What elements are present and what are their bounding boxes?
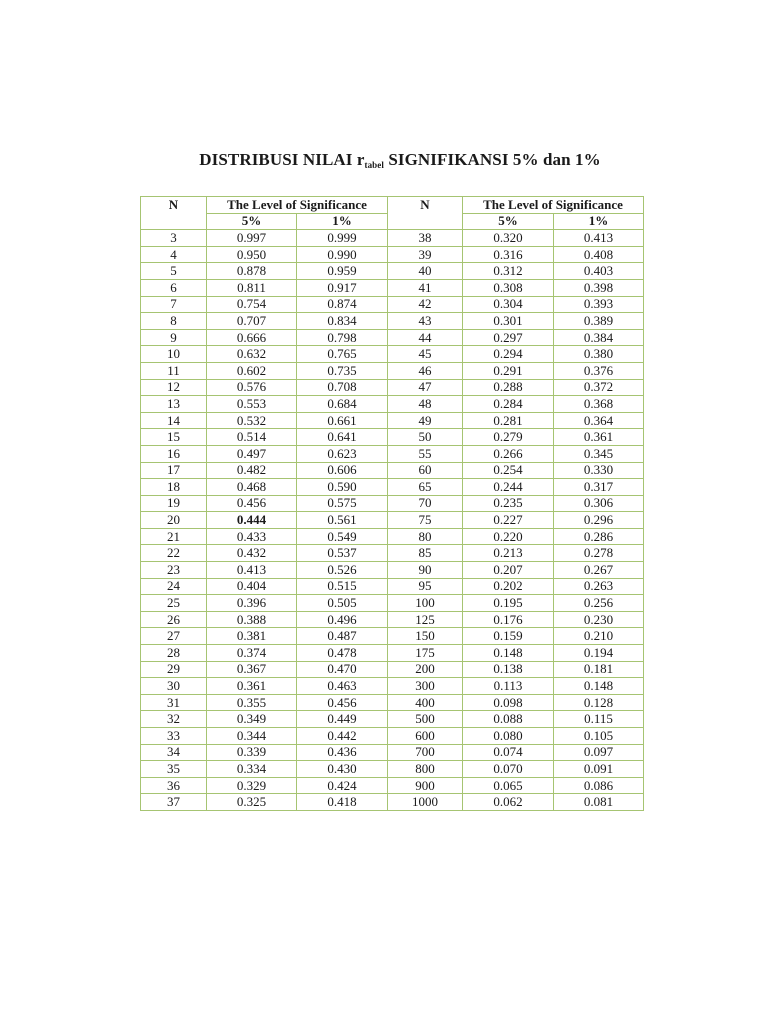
table-header <box>141 197 644 230</box>
table-row <box>141 794 644 811</box>
cell-1pct-left: 0.623 <box>297 445 388 462</box>
header-n-right: N <box>388 197 463 230</box>
cell-1pct-left: 0.765 <box>297 346 388 363</box>
cell-1pct-right: 0.372 <box>554 379 644 396</box>
cell-5pct-right: 0.235 <box>463 495 554 512</box>
cell-1pct-right: 0.230 <box>554 611 644 628</box>
table-row <box>141 462 644 479</box>
header-level-left: The Level of Significance <box>207 197 388 214</box>
cell-1pct-right: 0.091 <box>554 761 644 778</box>
cell-n-left: 6 <box>141 279 207 296</box>
cell-1pct-right: 0.330 <box>554 462 644 479</box>
cell-n-right: 49 <box>388 412 463 429</box>
table-row <box>141 495 644 512</box>
cell-5pct-right: 0.320 <box>463 230 554 247</box>
cell-n-left: 17 <box>141 462 207 479</box>
table-row <box>141 611 644 628</box>
cell-5pct-right: 0.207 <box>463 562 554 579</box>
cell-5pct-left: 0.532 <box>207 412 297 429</box>
cell-1pct-right: 0.148 <box>554 678 644 695</box>
table-row <box>141 744 644 761</box>
cell-5pct-left: 0.576 <box>207 379 297 396</box>
cell-n-left: 25 <box>141 595 207 612</box>
cell-5pct-right: 0.312 <box>463 263 554 280</box>
cell-5pct-left: 0.456 <box>207 495 297 512</box>
cell-5pct-right: 0.281 <box>463 412 554 429</box>
cell-1pct-left: 0.496 <box>297 611 388 628</box>
cell-n-right: 75 <box>388 512 463 529</box>
cell-n-left: 34 <box>141 744 207 761</box>
cell-1pct-right: 0.181 <box>554 661 644 678</box>
cell-1pct-right: 0.128 <box>554 694 644 711</box>
cell-1pct-right: 0.380 <box>554 346 644 363</box>
cell-n-right: 200 <box>388 661 463 678</box>
cell-n-left: 11 <box>141 362 207 379</box>
cell-1pct-right: 0.194 <box>554 645 644 662</box>
cell-1pct-left: 0.470 <box>297 661 388 678</box>
cell-1pct-left: 0.684 <box>297 396 388 413</box>
cell-5pct-left: 0.325 <box>207 794 297 811</box>
cell-1pct-right: 0.306 <box>554 495 644 512</box>
table-row <box>141 329 644 346</box>
cell-n-right: 70 <box>388 495 463 512</box>
cell-n-right: 39 <box>388 246 463 263</box>
cell-1pct-right: 0.097 <box>554 744 644 761</box>
cell-n-left: 30 <box>141 678 207 695</box>
table-row <box>141 645 644 662</box>
cell-1pct-left: 0.959 <box>297 263 388 280</box>
cell-5pct-left: 0.381 <box>207 628 297 645</box>
cell-n-left: 9 <box>141 329 207 346</box>
cell-5pct-right: 0.080 <box>463 728 554 745</box>
cell-5pct-right: 0.070 <box>463 761 554 778</box>
table-row <box>141 711 644 728</box>
cell-5pct-right: 0.074 <box>463 744 554 761</box>
table-row <box>141 694 644 711</box>
cell-n-left: 31 <box>141 694 207 711</box>
cell-5pct-left: 0.367 <box>207 661 297 678</box>
cell-5pct-right: 0.088 <box>463 711 554 728</box>
cell-5pct-right: 0.098 <box>463 694 554 711</box>
cell-n-right: 1000 <box>388 794 463 811</box>
r-table <box>140 196 644 811</box>
cell-1pct-right: 0.278 <box>554 545 644 562</box>
cell-1pct-right: 0.368 <box>554 396 644 413</box>
table-row <box>141 595 644 612</box>
cell-n-left: 22 <box>141 545 207 562</box>
cell-1pct-left: 0.590 <box>297 479 388 496</box>
table-row <box>141 346 644 363</box>
cell-5pct-left: 0.707 <box>207 313 297 330</box>
cell-5pct-right: 0.316 <box>463 246 554 263</box>
cell-1pct-right: 0.256 <box>554 595 644 612</box>
cell-n-right: 60 <box>388 462 463 479</box>
table-row <box>141 512 644 529</box>
cell-1pct-right: 0.398 <box>554 279 644 296</box>
cell-5pct-left: 0.413 <box>207 562 297 579</box>
cell-1pct-right: 0.086 <box>554 777 644 794</box>
cell-n-right: 45 <box>388 346 463 363</box>
cell-5pct-right: 0.220 <box>463 528 554 545</box>
cell-n-left: 36 <box>141 777 207 794</box>
cell-5pct-left: 0.666 <box>207 329 297 346</box>
cell-1pct-right: 0.413 <box>554 230 644 247</box>
cell-1pct-right: 0.408 <box>554 246 644 263</box>
table-row <box>141 445 644 462</box>
cell-5pct-left: 0.374 <box>207 645 297 662</box>
cell-n-right: 55 <box>388 445 463 462</box>
table-row <box>141 678 644 695</box>
cell-5pct-right: 0.288 <box>463 379 554 396</box>
cell-n-left: 37 <box>141 794 207 811</box>
cell-n-right: 48 <box>388 396 463 413</box>
cell-5pct-left: 0.482 <box>207 462 297 479</box>
cell-5pct-left: 0.355 <box>207 694 297 711</box>
cell-5pct-right: 0.254 <box>463 462 554 479</box>
cell-5pct-right: 0.279 <box>463 429 554 446</box>
cell-5pct-right: 0.301 <box>463 313 554 330</box>
cell-n-right: 40 <box>388 263 463 280</box>
cell-5pct-left: 0.514 <box>207 429 297 446</box>
cell-n-left: 13 <box>141 396 207 413</box>
cell-n-right: 100 <box>388 595 463 612</box>
cell-1pct-right: 0.364 <box>554 412 644 429</box>
cell-n-right: 175 <box>388 645 463 662</box>
cell-5pct-right: 0.291 <box>463 362 554 379</box>
cell-n-left: 5 <box>141 263 207 280</box>
table-row <box>141 230 644 247</box>
cell-1pct-left: 0.641 <box>297 429 388 446</box>
cell-1pct-right: 0.345 <box>554 445 644 462</box>
cell-1pct-left: 0.478 <box>297 645 388 662</box>
cell-n-right: 85 <box>388 545 463 562</box>
cell-n-left: 24 <box>141 578 207 595</box>
cell-5pct-right: 0.244 <box>463 479 554 496</box>
cell-5pct-right: 0.065 <box>463 777 554 794</box>
table-row <box>141 528 644 545</box>
cell-5pct-left: 0.632 <box>207 346 297 363</box>
header-level-right: The Level of Significance <box>463 197 644 214</box>
table-row <box>141 661 644 678</box>
cell-5pct-left: 0.497 <box>207 445 297 462</box>
cell-5pct-right: 0.138 <box>463 661 554 678</box>
cell-n-right: 65 <box>388 479 463 496</box>
cell-1pct-right: 0.317 <box>554 479 644 496</box>
cell-1pct-left: 0.505 <box>297 595 388 612</box>
cell-n-right: 43 <box>388 313 463 330</box>
cell-5pct-right: 0.113 <box>463 678 554 695</box>
table-row <box>141 412 644 429</box>
cell-5pct-left: 0.468 <box>207 479 297 496</box>
cell-n-right: 42 <box>388 296 463 313</box>
header-1pct-right: 1% <box>554 213 644 230</box>
cell-5pct-right: 0.159 <box>463 628 554 645</box>
cell-n-right: 300 <box>388 678 463 695</box>
cell-n-right: 900 <box>388 777 463 794</box>
cell-n-left: 26 <box>141 611 207 628</box>
page-title <box>0 150 768 170</box>
cell-1pct-right: 0.403 <box>554 263 644 280</box>
cell-1pct-left: 0.537 <box>297 545 388 562</box>
cell-1pct-left: 0.735 <box>297 362 388 379</box>
table-row <box>141 777 644 794</box>
cell-1pct-right: 0.384 <box>554 329 644 346</box>
cell-n-left: 32 <box>141 711 207 728</box>
cell-1pct-right: 0.267 <box>554 562 644 579</box>
cell-1pct-left: 0.575 <box>297 495 388 512</box>
header-5pct-right: 5% <box>463 213 554 230</box>
cell-n-left: 27 <box>141 628 207 645</box>
cell-n-right: 41 <box>388 279 463 296</box>
cell-n-left: 29 <box>141 661 207 678</box>
cell-n-left: 18 <box>141 479 207 496</box>
cell-1pct-right: 0.081 <box>554 794 644 811</box>
cell-1pct-right: 0.105 <box>554 728 644 745</box>
table-row <box>141 396 644 413</box>
cell-5pct-right: 0.294 <box>463 346 554 363</box>
cell-1pct-left: 0.798 <box>297 329 388 346</box>
cell-1pct-right: 0.361 <box>554 429 644 446</box>
cell-n-right: 90 <box>388 562 463 579</box>
cell-n-left: 14 <box>141 412 207 429</box>
cell-1pct-left: 0.917 <box>297 279 388 296</box>
cell-5pct-right: 0.148 <box>463 645 554 662</box>
cell-5pct-left: 0.361 <box>207 678 297 695</box>
cell-5pct-left: 0.553 <box>207 396 297 413</box>
cell-1pct-left: 0.990 <box>297 246 388 263</box>
cell-1pct-left: 0.430 <box>297 761 388 778</box>
cell-1pct-right: 0.389 <box>554 313 644 330</box>
cell-5pct-left: 0.396 <box>207 595 297 612</box>
cell-5pct-left: 0.444 <box>207 512 297 529</box>
cell-5pct-left: 0.388 <box>207 611 297 628</box>
cell-5pct-left: 0.754 <box>207 296 297 313</box>
cell-5pct-right: 0.176 <box>463 611 554 628</box>
cell-1pct-left: 0.549 <box>297 528 388 545</box>
header-1pct-left: 1% <box>297 213 388 230</box>
cell-5pct-left: 0.433 <box>207 528 297 545</box>
header-5pct-left: 5% <box>207 213 297 230</box>
cell-5pct-left: 0.878 <box>207 263 297 280</box>
cell-n-left: 10 <box>141 346 207 363</box>
cell-n-right: 44 <box>388 329 463 346</box>
cell-1pct-left: 0.436 <box>297 744 388 761</box>
cell-1pct-right: 0.296 <box>554 512 644 529</box>
cell-n-left: 23 <box>141 562 207 579</box>
cell-5pct-left: 0.344 <box>207 728 297 745</box>
cell-n-right: 700 <box>388 744 463 761</box>
header-n-left: N <box>141 197 207 230</box>
cell-1pct-left: 0.661 <box>297 412 388 429</box>
header-row-1 <box>141 197 644 214</box>
cell-n-left: 3 <box>141 230 207 247</box>
cell-1pct-right: 0.263 <box>554 578 644 595</box>
title-main: DISTRIBUSI NILAI r <box>199 150 365 169</box>
cell-5pct-right: 0.213 <box>463 545 554 562</box>
cell-n-right: 38 <box>388 230 463 247</box>
cell-n-left: 16 <box>141 445 207 462</box>
table-row <box>141 313 644 330</box>
table-row <box>141 479 644 496</box>
table-row <box>141 578 644 595</box>
cell-5pct-right: 0.304 <box>463 296 554 313</box>
cell-n-left: 12 <box>141 379 207 396</box>
cell-5pct-left: 0.432 <box>207 545 297 562</box>
cell-5pct-left: 0.602 <box>207 362 297 379</box>
table-row <box>141 246 644 263</box>
cell-1pct-right: 0.115 <box>554 711 644 728</box>
cell-5pct-left: 0.329 <box>207 777 297 794</box>
cell-5pct-left: 0.334 <box>207 761 297 778</box>
title-subscript: tabel <box>364 160 384 170</box>
cell-1pct-left: 0.424 <box>297 777 388 794</box>
table-row <box>141 279 644 296</box>
cell-n-left: 7 <box>141 296 207 313</box>
cell-n-left: 21 <box>141 528 207 545</box>
cell-1pct-left: 0.874 <box>297 296 388 313</box>
cell-1pct-left: 0.999 <box>297 230 388 247</box>
cell-1pct-left: 0.606 <box>297 462 388 479</box>
cell-n-right: 80 <box>388 528 463 545</box>
cell-1pct-left: 0.708 <box>297 379 388 396</box>
cell-n-right: 600 <box>388 728 463 745</box>
cell-1pct-right: 0.393 <box>554 296 644 313</box>
cell-1pct-left: 0.442 <box>297 728 388 745</box>
table-row <box>141 296 644 313</box>
cell-5pct-left: 0.950 <box>207 246 297 263</box>
cell-n-left: 19 <box>141 495 207 512</box>
cell-1pct-right: 0.210 <box>554 628 644 645</box>
cell-n-right: 47 <box>388 379 463 396</box>
table-row <box>141 761 644 778</box>
cell-1pct-left: 0.463 <box>297 678 388 695</box>
cell-1pct-left: 0.526 <box>297 562 388 579</box>
cell-n-right: 500 <box>388 711 463 728</box>
table-row <box>141 628 644 645</box>
cell-5pct-left: 0.349 <box>207 711 297 728</box>
cell-5pct-left: 0.997 <box>207 230 297 247</box>
cell-n-right: 800 <box>388 761 463 778</box>
table-body <box>141 230 644 811</box>
cell-n-left: 35 <box>141 761 207 778</box>
cell-1pct-left: 0.561 <box>297 512 388 529</box>
table-row <box>141 562 644 579</box>
cell-5pct-right: 0.284 <box>463 396 554 413</box>
cell-n-left: 15 <box>141 429 207 446</box>
cell-5pct-right: 0.195 <box>463 595 554 612</box>
table-row <box>141 429 644 446</box>
cell-n-right: 50 <box>388 429 463 446</box>
title-tail: SIGNIFIKANSI 5% dan 1% <box>383 150 601 169</box>
cell-5pct-left: 0.339 <box>207 744 297 761</box>
cell-1pct-left: 0.515 <box>297 578 388 595</box>
cell-1pct-right: 0.376 <box>554 362 644 379</box>
cell-5pct-right: 0.202 <box>463 578 554 595</box>
cell-1pct-left: 0.418 <box>297 794 388 811</box>
cell-n-left: 4 <box>141 246 207 263</box>
cell-n-right: 150 <box>388 628 463 645</box>
cell-5pct-right: 0.308 <box>463 279 554 296</box>
table-row <box>141 362 644 379</box>
cell-n-right: 400 <box>388 694 463 711</box>
cell-5pct-left: 0.404 <box>207 578 297 595</box>
table-row <box>141 263 644 280</box>
cell-5pct-right: 0.227 <box>463 512 554 529</box>
cell-1pct-right: 0.286 <box>554 528 644 545</box>
cell-n-right: 125 <box>388 611 463 628</box>
table-row <box>141 728 644 745</box>
cell-n-right: 46 <box>388 362 463 379</box>
cell-n-left: 8 <box>141 313 207 330</box>
cell-5pct-right: 0.062 <box>463 794 554 811</box>
cell-1pct-left: 0.456 <box>297 694 388 711</box>
cell-n-left: 33 <box>141 728 207 745</box>
cell-5pct-right: 0.266 <box>463 445 554 462</box>
cell-n-left: 28 <box>141 645 207 662</box>
table-row <box>141 379 644 396</box>
cell-1pct-left: 0.834 <box>297 313 388 330</box>
cell-n-left: 20 <box>141 512 207 529</box>
cell-5pct-left: 0.811 <box>207 279 297 296</box>
table-row <box>141 545 644 562</box>
cell-1pct-left: 0.487 <box>297 628 388 645</box>
cell-5pct-right: 0.297 <box>463 329 554 346</box>
cell-n-right: 95 <box>388 578 463 595</box>
cell-1pct-left: 0.449 <box>297 711 388 728</box>
